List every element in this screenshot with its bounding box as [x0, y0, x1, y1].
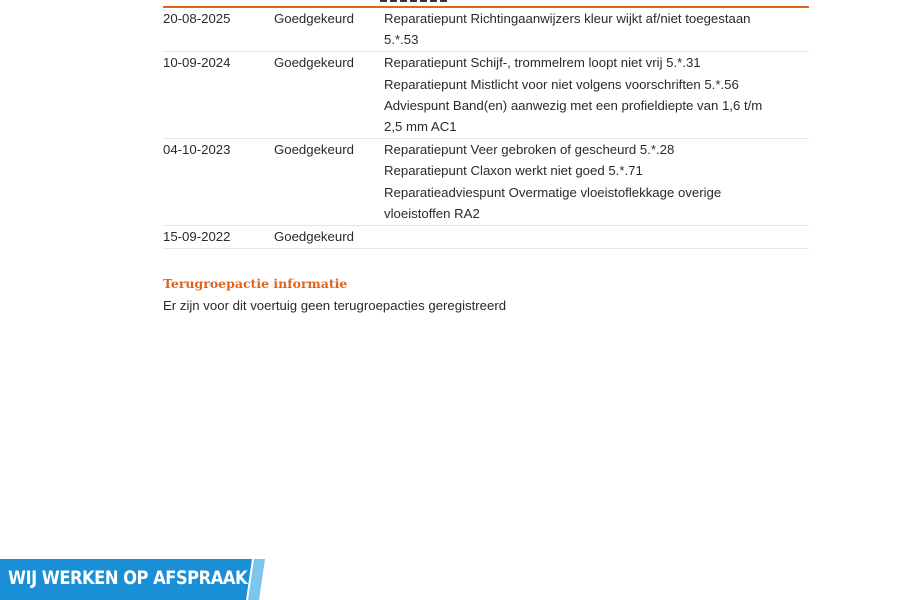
- remark-line: Reparatiepunt Claxon werkt niet goed 5.*.71: [384, 163, 643, 179]
- remark-line: Reparatiepunt Richtingaanwijzers kleur wijkt af/niet toegestaan: [384, 11, 751, 26]
- inspection-date: 20-08-2025: [163, 11, 231, 26]
- inspection-status: Goedgekeurd: [274, 11, 354, 26]
- inspection-remarks: [384, 139, 809, 224]
- section-heading-remnant: [380, 0, 450, 2]
- inspection-date: 10-09-2024: [163, 55, 231, 71]
- remark-line: Adviespunt Band(en) aanwezig met een profieldiepte van 1,6 t/m: [384, 97, 763, 113]
- inspection-remarks: [384, 52, 809, 137]
- table-row: [163, 8, 809, 52]
- remark-line: Reparatieadviespunt Overmatige vloeistoflekkage overige: [384, 184, 722, 200]
- inspection-status: Goedgekeurd: [274, 229, 354, 245]
- remark-line: Reparatiepunt Schijf-, trommelrem loopt niet vrij 5.*.31: [384, 55, 701, 71]
- inspection-status: Goedgekeurd: [274, 55, 354, 71]
- remark-line: 5.*.53: [384, 32, 419, 48]
- inspection-remarks: [384, 8, 809, 50]
- recall-section-text: Er zijn voor dit voertuig geen terugroepacties geregistreerd: [163, 298, 507, 313]
- inspection-remarks: [384, 226, 809, 247]
- remark-line: vloeistoffen RA2: [384, 205, 480, 221]
- remark-line: Reparatiepunt Veer gebroken of gescheurd 5.*.28: [384, 142, 675, 158]
- recall-section-title: Terugroepactie informatie: [163, 276, 348, 291]
- banner-text: WIJ WERKEN OP AFSPRAAK: [8, 567, 248, 589]
- inspection-date: 15-09-2022: [163, 229, 231, 245]
- apk-history-table: [163, 8, 809, 249]
- table-row: [163, 226, 809, 249]
- remark-line: Reparatiepunt Mistlicht voor niet volgens voorschriften 5.*.56: [384, 76, 739, 92]
- remark-line: 2,5 mm AC1: [384, 119, 457, 135]
- inspection-date: 04-10-2023: [163, 142, 231, 158]
- appointment-banner[interactable]: [0, 559, 265, 600]
- inspection-status: Goedgekeurd: [274, 142, 354, 158]
- table-row: [163, 139, 809, 226]
- table-row: [163, 52, 809, 139]
